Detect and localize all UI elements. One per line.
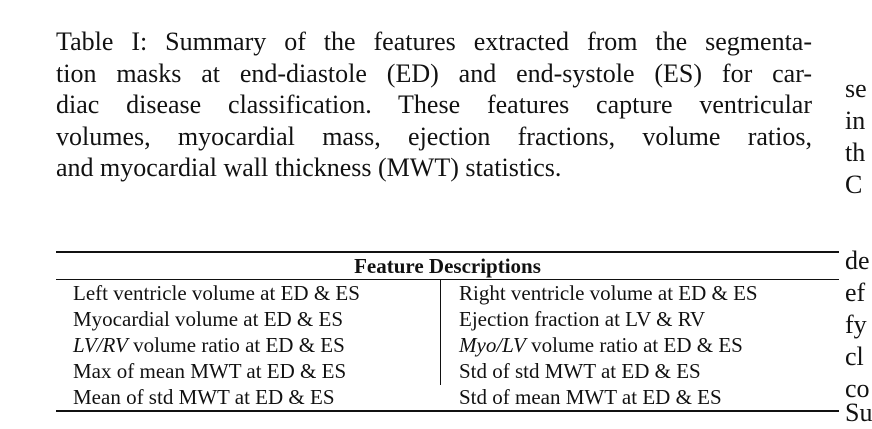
table-cell-text: volume ratio at ED & ES <box>525 333 743 357</box>
table-cell-left: Left ventricle volume at ED & ES <box>73 281 360 305</box>
margin-fragment: cl <box>845 342 864 371</box>
margin-fragment: th <box>845 138 866 167</box>
math-lv-rv: LV/RV <box>73 333 128 357</box>
caption-line-1: Table I: Summary of the features extracted from the segmenta- <box>56 27 812 56</box>
table-cell-right <box>459 332 743 358</box>
caption-line-3: diac disease classification. These features capture ventricular <box>56 90 812 119</box>
table-cell-right: Ejection fraction at LV & RV <box>459 307 706 331</box>
margin-fragment: se <box>845 74 867 103</box>
table-cell-left: Mean of std MWT at ED & ES <box>73 385 335 409</box>
table-cell-right: Right ventricle volume at ED & ES <box>459 281 758 305</box>
margin-fragment: in <box>845 106 866 135</box>
table-cell-left <box>73 332 345 358</box>
margin-fragment: co <box>845 374 870 403</box>
margin-fragment: Su <box>845 398 872 427</box>
caption-line-5: and myocardial wall thickness (MWT) statistics. <box>56 153 562 182</box>
table-cell-right: Std of mean MWT at ED & ES <box>459 385 722 409</box>
table-cell-right: Std of std MWT at ED & ES <box>459 359 701 383</box>
margin-fragment: C <box>845 170 863 199</box>
table-caption <box>56 26 812 184</box>
caption-line-2: tion masks at end-diastole (ED) and end-systole (ES) for car- <box>56 58 812 88</box>
margin-fragment: ef <box>845 278 866 307</box>
margin-fragment: de <box>845 246 870 275</box>
table-bottom-rule <box>56 410 839 412</box>
caption-line-4: volumes, myocardial mass, ejection fractions, volume ratios, <box>56 121 812 151</box>
table-cell-text: volume ratio at ED & ES <box>127 333 345 357</box>
table-column-divider <box>440 280 441 385</box>
table-cell-left: Myocardial volume at ED & ES <box>73 307 344 331</box>
table-cell-left: Max of mean MWT at ED & ES <box>73 359 347 383</box>
margin-fragment: fy <box>845 310 867 339</box>
math-myo-lv: Myo/LV <box>459 333 526 357</box>
table-header: Feature Descriptions <box>354 254 541 278</box>
